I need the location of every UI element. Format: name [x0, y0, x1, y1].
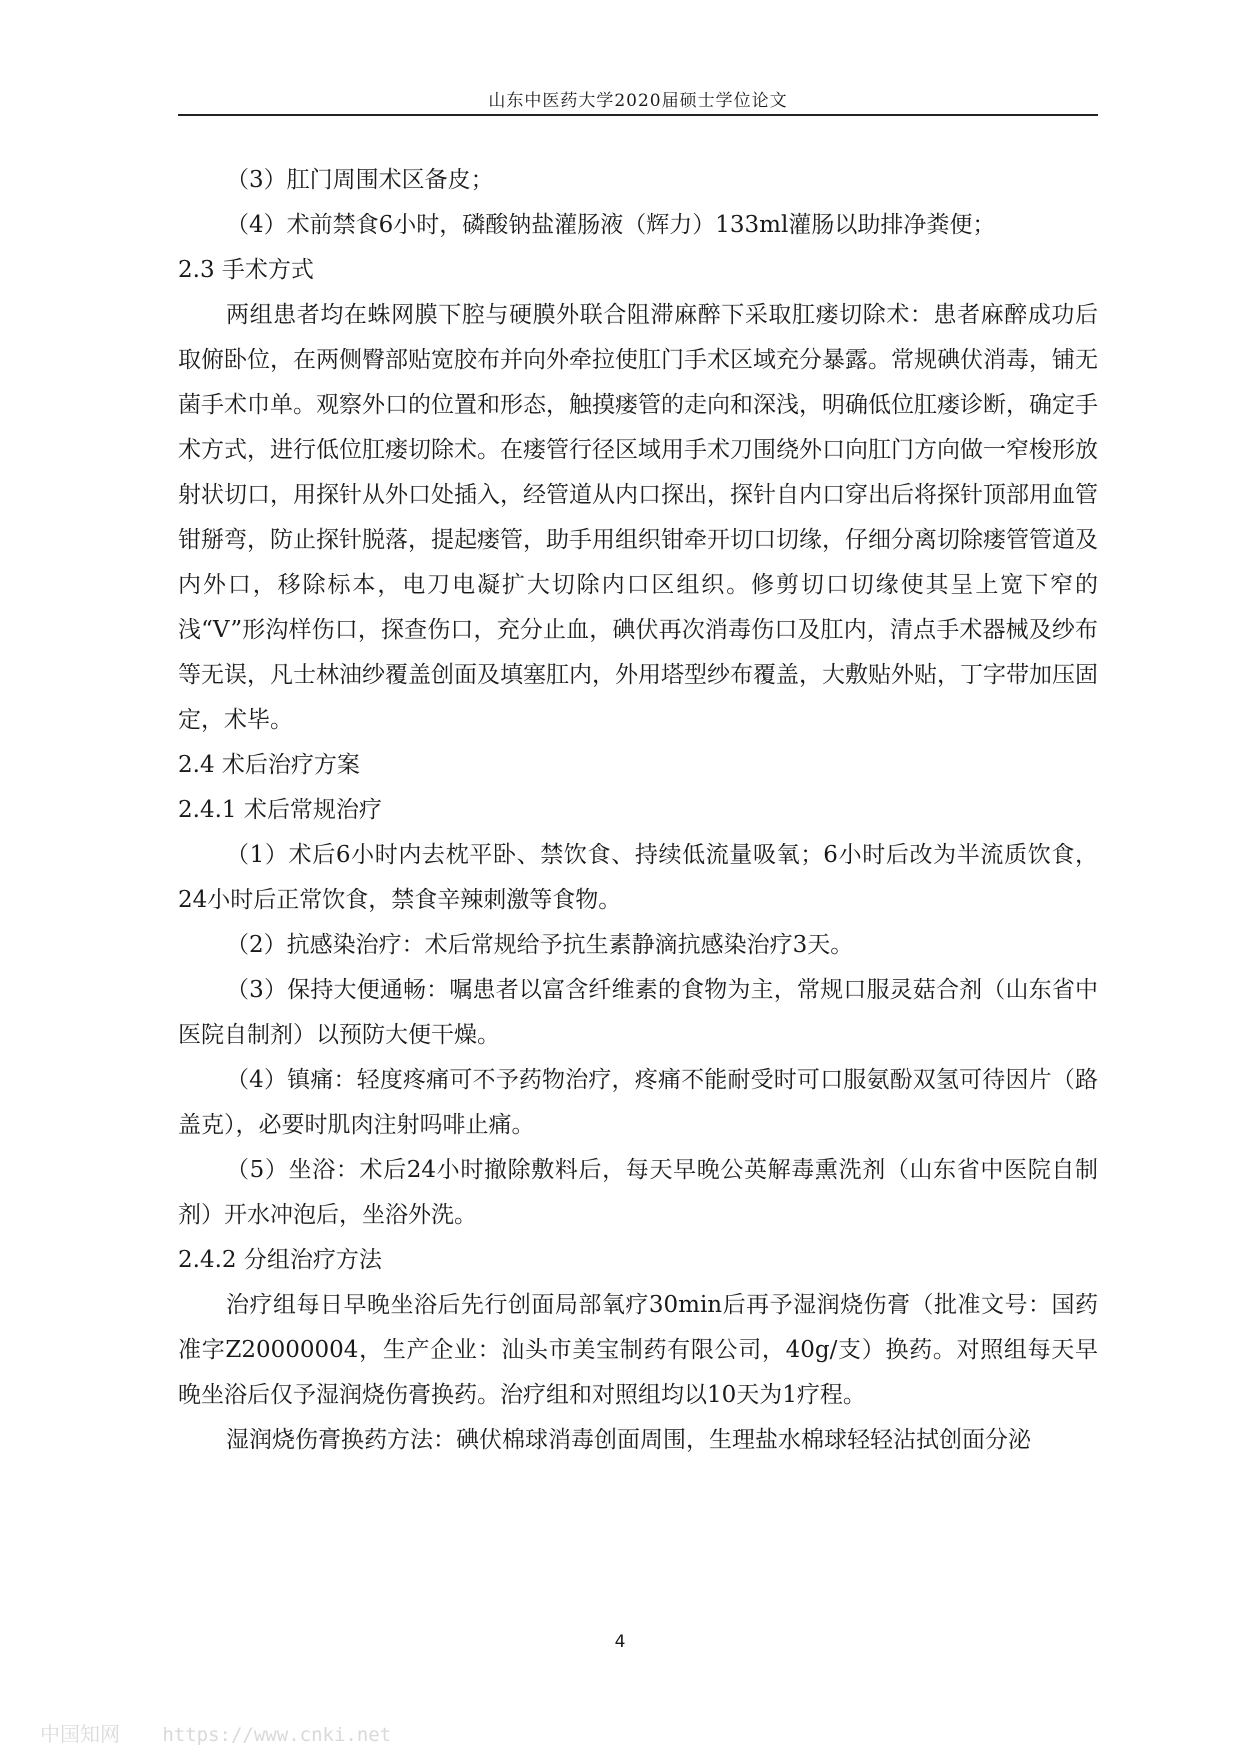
watermark-url: https://www.cnki.net	[162, 1724, 392, 1746]
body-text	[178, 158, 1098, 1463]
prep-item-4: （4）术前禁食6小时，磷酸钠盐灌肠液（辉力）133ml灌肠以助排净粪便；	[226, 212, 996, 238]
post-op-item-5: （5）坐浴：术后24小时撤除敷料后，每天早晚公英解毒熏洗剂（山东省中医院自制剂）开水冲泡后，坐浴外洗。	[178, 1157, 1098, 1228]
cnki-watermark	[40, 1718, 391, 1747]
post-op-item-3: （3）保持大便通畅：嘱患者以富含纤维素的食物为主，常规口服灵菇合剂（山东省中医院自制剂）以预防大便干燥。	[178, 977, 1098, 1048]
page-number: 4	[614, 1632, 626, 1652]
prep-item-3: （3）肛门周围术区备皮；	[226, 167, 494, 193]
dressing-method-paragraph: 湿润烧伤膏换药方法：碘伏棉球消毒创面周围，生理盐水棉球轻轻沾拭创面分泌	[226, 1427, 1031, 1453]
section-heading-2-3: 2.3 手术方式	[178, 257, 314, 283]
post-op-item-4: （4）镇痛：轻度疼痛可不予药物治疗，疼痛不能耐受时可口服氨酚双氢可待因片（路盖克），必要时肌肉注射吗啡止痛。	[178, 1067, 1098, 1138]
post-op-item-1: （1）术后6小时内去枕平卧、禁饮食、持续低流量吸氧；6小时后改为半流质饮食，24小时后正常饮食，禁食辛辣刺激等食物。	[178, 842, 1098, 913]
surgery-paragraph: 两组患者均在蛛网膜下腔与硬膜外联合阻滞麻醉下采取肛瘘切除术：患者麻醉成功后取俯卧位，在两侧臀部贴宽胶布并向外牵拉使肛门手术区域充分暴露。常规碘伏消毒，铺无菌手术巾单。观察外口的位置和形态，触摸瘘管的走向和深浅，明确低位肛瘘诊断，确定手术方式，进行低位肛瘘切除术。在瘘管行径区域用手术刀围绕外口向肛门方向做一窄梭形放射状切口，用探针从外口处插入，经管道从内口探出，探针自内口穿出后将探针顶部用血管钳掰弯，防止探针脱落，提起瘘管，助手用组织钳牵开切口切缘，仔细分离切除瘘管管道及内外口，移除标本，电刀电凝扩大切除内口区组织。修剪切口切缘使其呈上宽下窄的浅“V”形沟样伤口，探查伤口，充分止血，碘伏再次消毒伤口及肛内，清点手术器械及纱布等无误，凡士林油纱覆盖创面及填塞肛内，外用塔型纱布覆盖，大敷贴外贴，丁字带加压固定，术毕。	[178, 302, 1098, 733]
group-treatment-paragraph: 治疗组每日早晚坐浴后先行创面局部氧疗30min后再予湿润烧伤膏（批准文号：国药准字Z20000004，生产企业：汕头市美宝制药有限公司，40g/支）换药。对照组每天早晚坐浴后仅予湿润烧伤膏换药。治疗组和对照组均以10天为1疗程。	[178, 1292, 1098, 1408]
section-heading-2-4-1: 2.4.1 术后常规治疗	[178, 797, 382, 823]
running-header: 山东中医药大学2020届硕士学位论文	[488, 91, 788, 111]
section-heading-2-4: 2.4 术后治疗方案	[178, 752, 360, 778]
header-rule	[178, 114, 1098, 116]
watermark-cn: 中国知网	[40, 1722, 120, 1746]
post-op-item-2: （2）抗感染治疗：术后常规给予抗生素静滴抗感染治疗3天。	[226, 932, 854, 958]
section-heading-2-4-2: 2.4.2 分组治疗方法	[178, 1247, 382, 1273]
